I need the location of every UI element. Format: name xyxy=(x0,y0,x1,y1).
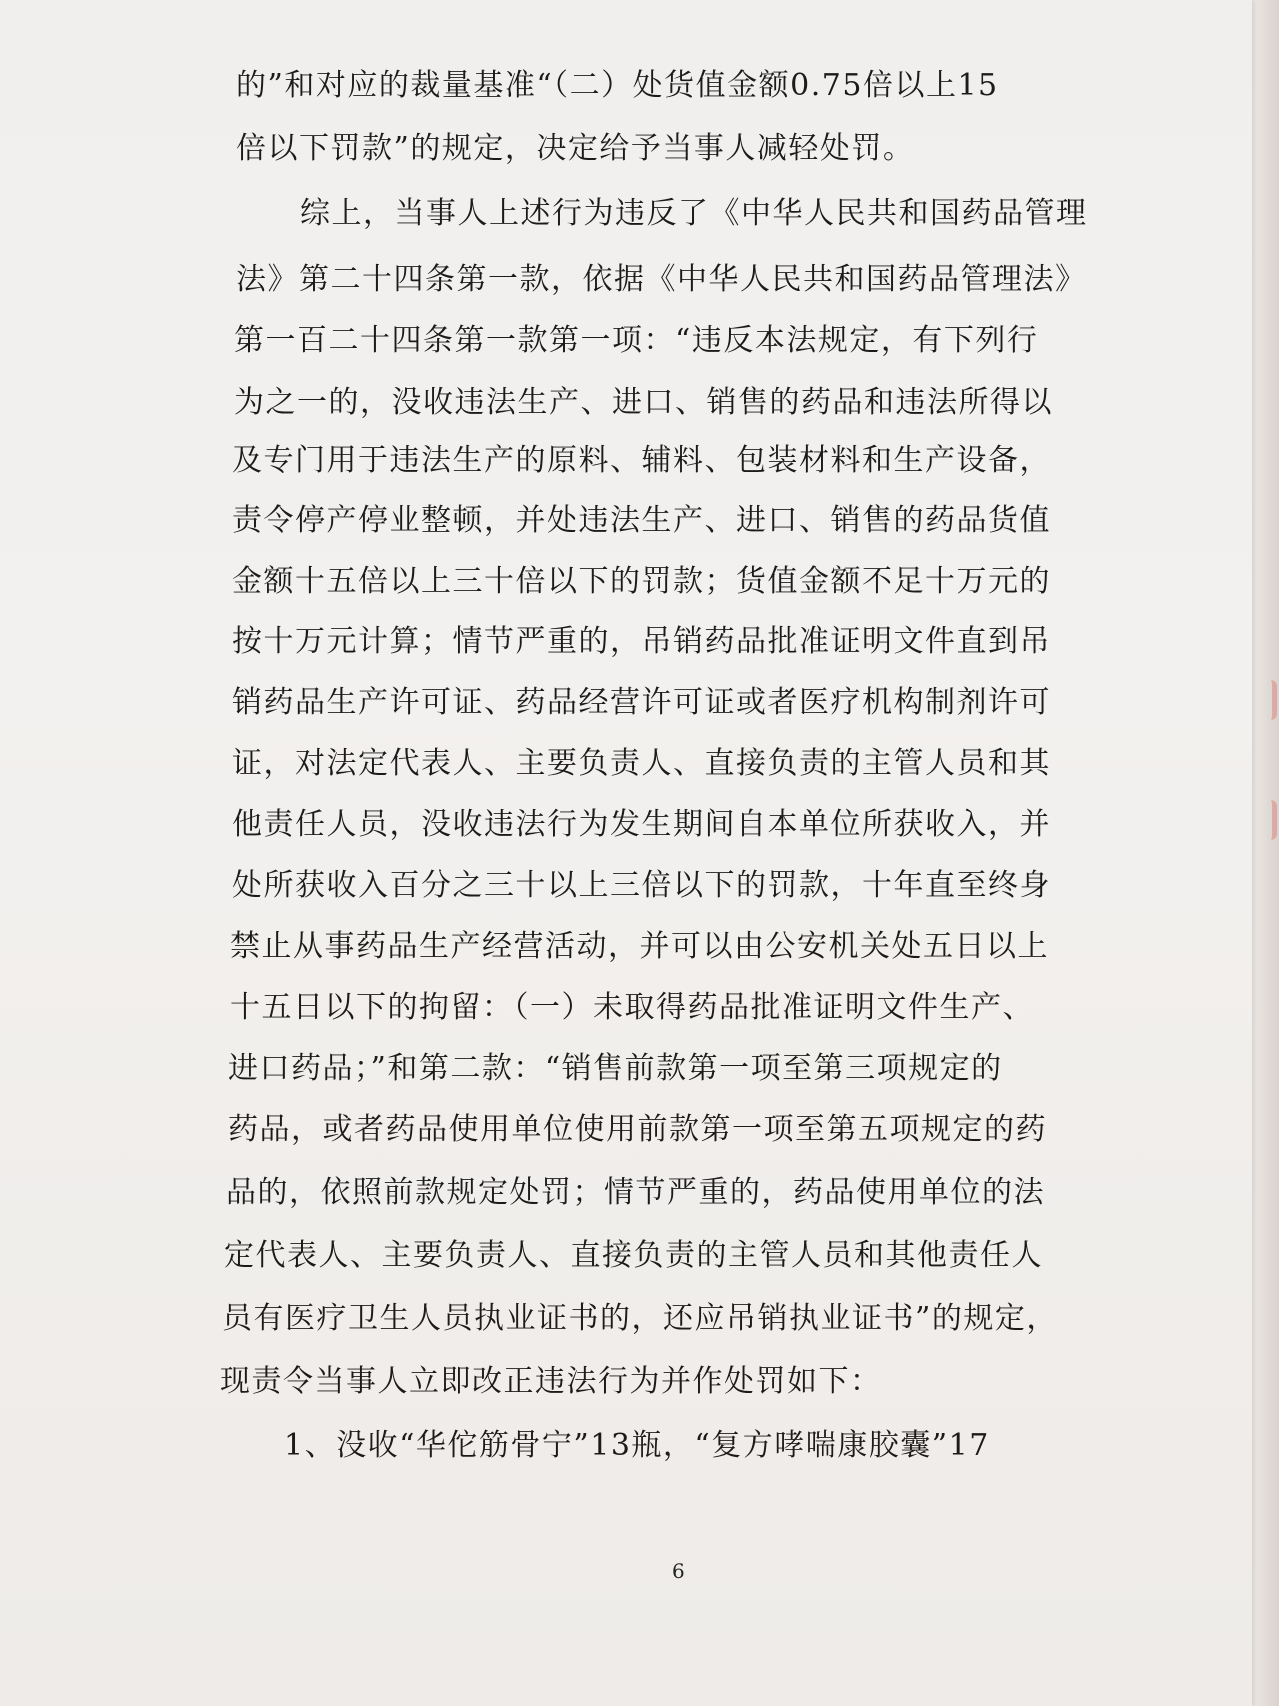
text-line: 处所获收入百分之三十以上三倍以下的罚款，十年直至终身 xyxy=(232,868,1051,903)
text-line: 倍以下罚款”的规定，决定给予当事人减轻处罚。 xyxy=(236,131,915,166)
text-line: 第一百二十四条第一款第一项：“违反本法规定，有下列行 xyxy=(234,323,1039,358)
text-line: 为之一的，没收违法生产、进口、销售的药品和违法所得以 xyxy=(234,385,1053,420)
text-line: 金额十五倍以上三十倍以下的罚款；货值金额不足十万元的 xyxy=(232,564,1051,599)
text-line: 现责令当事人立即改正违法行为并作处罚如下： xyxy=(220,1364,882,1399)
text-line: 及专门用于违法生产的原料、辅料、包装材料和生产设备， xyxy=(232,443,1051,478)
red-seal-fragment xyxy=(1250,680,1277,720)
text-line: 按十万元计算；情节严重的，吊销药品批准证明文件直到吊 xyxy=(232,624,1051,659)
text-line: 他责任人员，没收违法行为发生期间自本单位所获收入，并 xyxy=(232,807,1051,842)
text-line: 责令停产停业整顿，并处违法生产、进口、销售的药品货值 xyxy=(232,503,1051,538)
text-line: 禁止从事药品生产经营活动，并可以由公安机关处五日以上 xyxy=(230,929,1049,964)
text-line: 法》第二十四条第一款，依据《中华人民共和国药品管理法》 xyxy=(236,262,1087,297)
text-line: 的”和对应的裁量基准“（二）处货值金额0.75倍以上15 xyxy=(236,68,999,103)
text-line: 证，对法定代表人、主要负责人、直接负责的主管人员和其 xyxy=(232,746,1051,781)
text-line: 销药品生产许可证、药品经营许可证或者医疗机构制剂许可 xyxy=(232,685,1051,720)
page-number: 6 xyxy=(672,1559,685,1583)
text-line: 药品，或者药品使用单位使用前款第一项至第五项规定的药 xyxy=(228,1112,1047,1147)
text-line: 定代表人、主要负责人、直接负责的主管人员和其他责任人 xyxy=(224,1238,1043,1273)
red-seal-fragment xyxy=(1250,800,1277,840)
text-line: 综上，当事人上述行为违反了《中华人民共和国药品管理 xyxy=(300,196,1088,231)
text-line: 员有医疗卫生人员执业证书的，还应吊销执业证书”的规定， xyxy=(222,1301,1058,1336)
text-line: 进口药品；”和第二款：“销售前款第一项至第三项规定的 xyxy=(228,1051,1003,1086)
text-line: 十五日以下的拘留：（一）未取得药品批准证明文件生产、 xyxy=(230,990,1034,1025)
text-line: 1、没收“华佗筋骨宁”13瓶，“复方哮喘康胶囊”17 xyxy=(284,1428,990,1463)
text-line: 品的，依照前款规定处罚；情节严重的，药品使用单位的法 xyxy=(226,1175,1045,1210)
